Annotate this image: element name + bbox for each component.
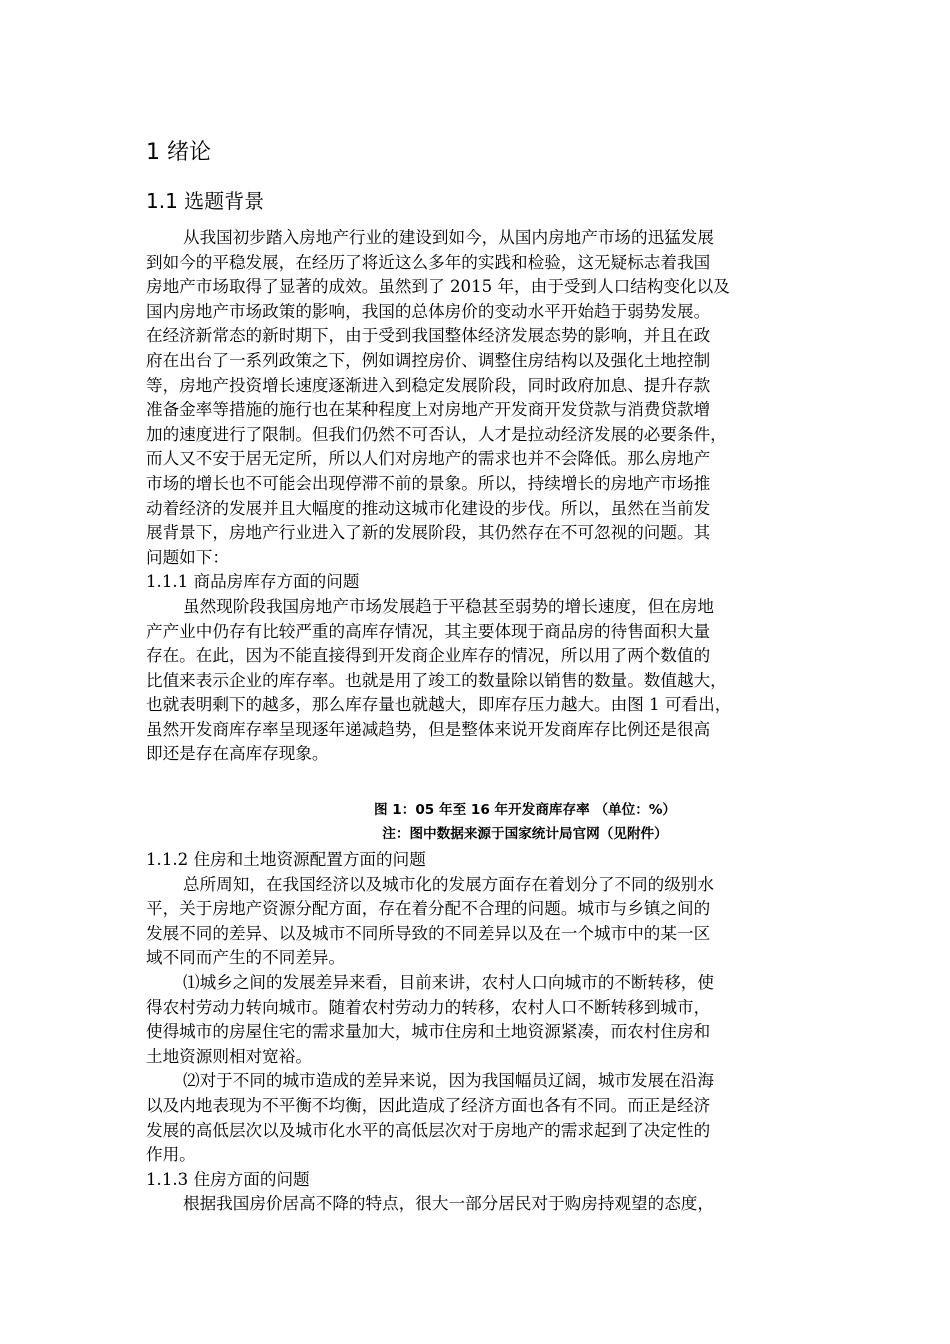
text-line: 市场的增长也不可能会出现停滞不前的景象。所以，持续增长的房地产市场推 <box>146 473 711 493</box>
text-line: 发展的高低层次以及城市化水平的高低层次对于房地产的需求起到了决定性的 <box>146 1120 711 1140</box>
figure-note: 注：图中数据来源于国家统计局官网（见附件） <box>382 826 668 842</box>
figure-caption: 图 1：05 年至 16 年开发商库存率 （单位：%） <box>373 802 677 818</box>
text-line: 虽然开发商库存率呈现逐年递减趋势，但是整体来说开发商库存比例还是很高 <box>146 719 711 739</box>
text-line: 在经济新常态的新时期下，由于受到我国整体经济发展态势的影响，并且在政 <box>146 326 711 346</box>
text-line: 到如今的平稳发展，在经历了将近这么多年的实践和检验，这无疑标志着我国 <box>146 252 711 272</box>
text-line: 根据我国房价居高不降的特点，很大一部分居民对于购房持观望的态度， <box>183 1194 714 1214</box>
text-line: 也就表明剩下的越多，那么库存量也就越大，即库存压力越大。由图 1 可看出， <box>146 695 732 715</box>
text-line: 加的速度进行了限制。但我们仍然不可否认，人才是拉动经济发展的必要条件， <box>146 424 727 444</box>
text-line: 域不同而产生的不同差异。 <box>146 948 346 968</box>
text-line: 府在出台了一系列政策之下，例如调控房价、调整住房结构以及强化土地控制 <box>146 350 711 370</box>
text-line: 平，关于房地产资源分配方面，存在着分配不合理的问题。城市与乡镇之间的 <box>146 899 711 919</box>
text-line: 虽然现阶段我国房地产市场发展趋于平稳甚至弱势的增长速度，但在房地 <box>183 596 714 616</box>
subsection-heading-1-1-1: 1.1.1 商品房库存方面的问题 <box>146 572 360 592</box>
text-line: 动着经济的发展并且大幅度的推动这城市化建设的步伐。所以，虽然在当前发 <box>146 498 711 518</box>
text-line: 产产业中仍存有比较严重的高库存情况，其主要体现于商品房的待售面积大量 <box>146 621 711 641</box>
text-line: 存在。在此，因为不能直接得到开发商企业库存的情况，所以用了两个数值的 <box>146 646 711 666</box>
text-line: 发展不同的差异、以及城市不同所导致的不同差异以及在一个城市中的某一区 <box>146 923 711 943</box>
text-line: 从我国初步踏入房地产行业的建设到如今，从国内房地产市场的迅猛发展 <box>183 228 714 247</box>
chapter-heading: 1 绪论 <box>146 140 211 165</box>
text-line: 准备金率等措施的施行也在某种程度上对房地产开发商开发贷款与消费贷款增 <box>146 400 711 420</box>
section-heading: 1.1 选题背景 <box>146 189 265 213</box>
text-line: 问题如下： <box>146 547 229 567</box>
text-line: ⑴城乡之间的发展差异来看，目前来讲，农村人口向城市的不断转移，使 <box>183 972 714 992</box>
text-line: 即还是存在高库存现象。 <box>146 744 329 764</box>
text-line: 作用。 <box>146 1145 196 1165</box>
text-line: 而人又不安于居无定所，所以人们对房地产的需求也并不会降低。那么房地产 <box>146 449 711 469</box>
text-line: 比值来表示企业的库存率。也就是用了竣工的数量除以销售的数量。数值越大， <box>146 670 727 690</box>
paragraph-background <box>146 226 816 767</box>
text-line: 等，房地产投资增长速度逐渐进入到稳定发展阶段，同时政府加息、提升存款 <box>146 375 711 395</box>
subsection-heading-1-1-2: 1.1.2 住房和土地资源配置方面的问题 <box>146 850 426 869</box>
text-line: 使得城市的房屋住宅的需求量加大，城市住房和土地资源紧凑，而农村住房和 <box>146 1022 711 1042</box>
subsection-heading-1-1-3: 1.1.3 住房方面的问题 <box>146 1169 310 1189</box>
text-line: 国内房地产市场政策的影响，我国的总体房价的变动水平开始趋于弱势发展。 <box>146 301 711 321</box>
text-line: 房地产市场取得了显著的成效。虽然到了 2015 年，由于受到人口结构变化以及 <box>146 277 730 297</box>
text-line: 土地资源则相对宽裕。 <box>146 1046 312 1066</box>
text-line: 得农村劳动力转向城市。随着农村劳动力的转移，农村人口不断转移到城市， <box>146 997 711 1017</box>
text-line: 以及内地表现为不平衡不均衡，因此造成了经济方面也各有不同。而正是经济 <box>146 1095 711 1115</box>
text-line: 总所周知，在我国经济以及城市化的发展方面存在着划分了不同的级别水 <box>183 874 714 894</box>
text-line: ⑵对于不同的城市造成的差异来说，因为我国幅员辽阔，城市发展在沿海 <box>183 1071 714 1091</box>
text-line: 展背景下，房地产行业进入了新的发展阶段，其仍然存在不可忽视的问题。其 <box>146 523 711 543</box>
paragraph-resources <box>146 848 816 1217</box>
